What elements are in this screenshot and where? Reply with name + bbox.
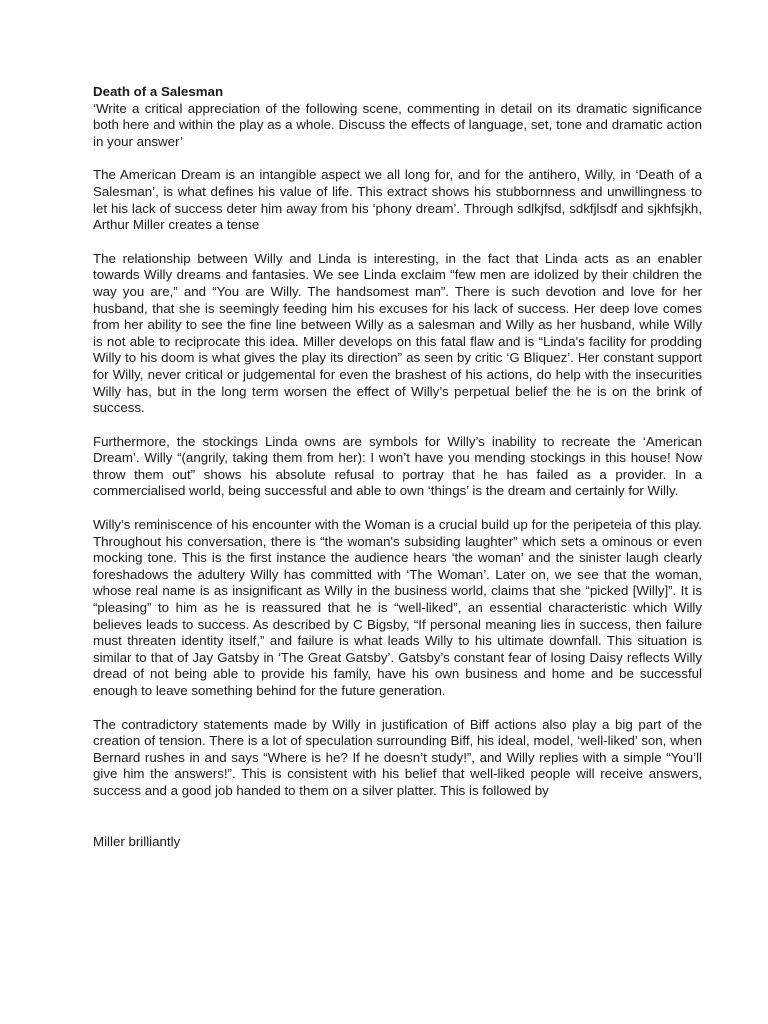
paragraph-gap [93,800,702,834]
essay-prompt: ‘Write a critical appreciation of the following scene, commenting in detail on its dramatic significance both here and within the play as a whole. Discuss the effects of language, set, tone and dramatic action in your answer’ [93,100,702,149]
paragraph-willy-linda: The relationship between Willy and Linda is interesting, in the fact that Linda acts as an enabler towards Willy dreams and fantasies. We see Linda exclaim “few men are idolized by their children the way you are,” and “You are Willy. The handsomest man”. There is such devotion and love for her husband, that she is seemingly feeding him his excuses for his lack of success. Her deep love comes from her ability to see the fine line between Willy as a salesman and Willy as her husband, while Willy is not able to reciprocate this idea. Miller develops on this fatal flaw and is “Linda's facility for prodding Willy to his doom is what gives the play its direction” as seen by critic ‘G Bliquez’. Her constant support for Willy, never critical or judgemental for even the brashest of his actions, do help with the insecurities Willy has, but in the long term worsen the effect of Willy’s perpetual belief the he is on the brink of success. [93,250,702,416]
paragraph-gap [93,150,702,167]
paragraph-stockings: Furthermore, the stockings Linda owns are symbols for Willy’s inability to recreate the ‘American Dream’. Willy “(angrily, taking them from her): I won’t have you mending stockings in this house! Now throw them out” shows his absolute refusal to portray that he has failed as a provider. In a commercialised world, being successful and able to own ‘things’ is the dream and certainly for Willy. [93,433,702,499]
document-title: Death of a Salesman [93,84,224,99]
paragraph-intro: The American Dream is an intangible aspect we all long for, and for the antihero, Willy, in ‘Death of a Salesman’, is what defines his value of life. This extract shows his stubbornness and unwillingness to let his lack of success deter him away from his ‘phony dream’. Through sdlkjfsd, sdkfjlsdf and sjkhfsjkh, Arthur Miller creates a tense [93,167,702,233]
paragraph-gap [93,417,702,434]
paragraph-gap [93,234,702,251]
closing-fragment: Miller brilliantly [93,833,181,849]
paragraph-gap [93,500,702,517]
paragraph-biff: The contradictory statements made by Willy in justification of Biff actions also play a big part of the creation of tension. There is a lot of speculation surrounding Biff, his ideal, model, ‘well-liked’ son, when Bernard rushes in and says “Where is he? If he doesn’t study!”, and Willy replies with a simple “You’ll give him the answers!”. This is consistent with his belief that well-liked people will receive answers, success and a good job handed to them on a silver platter. This is followed by [93,716,702,798]
paragraph-the-woman: Willy’s reminiscence of his encounter with the Woman is a crucial build up for the peripeteia of this play. Throughout his conversation, there is “the woman's subsiding laughter” which sets a ominous or even mocking tone. This is the first instance the audience hears ‘the woman’ and the sinister laugh clearly foreshadows the adultery Willy has committed with ‘The Woman’. Later on, we see that the woman, whose real name is as insignificant as Willy in the business world, claims that she “picked [Willy]”. It is “pleasing” to him as he is reassured that he is “well-liked”, an essential characteristic which Willy believes leads to success. As described by C Bigsby, “If personal meaning lies in success, then failure must threaten identity itself,” and failure is what leads Willy to his ultimate downfall. This situation is similar to that of Jay Gatsby in ‘The Great Gatsby’. Gatsby’s constant fear of losing Daisy reflects Willy dread of not being able to provide his family, have his own business and home and be successful enough to leave something behind for the future generation. [93,517,702,698]
document-page [93,84,702,850]
paragraph-gap [93,700,702,717]
